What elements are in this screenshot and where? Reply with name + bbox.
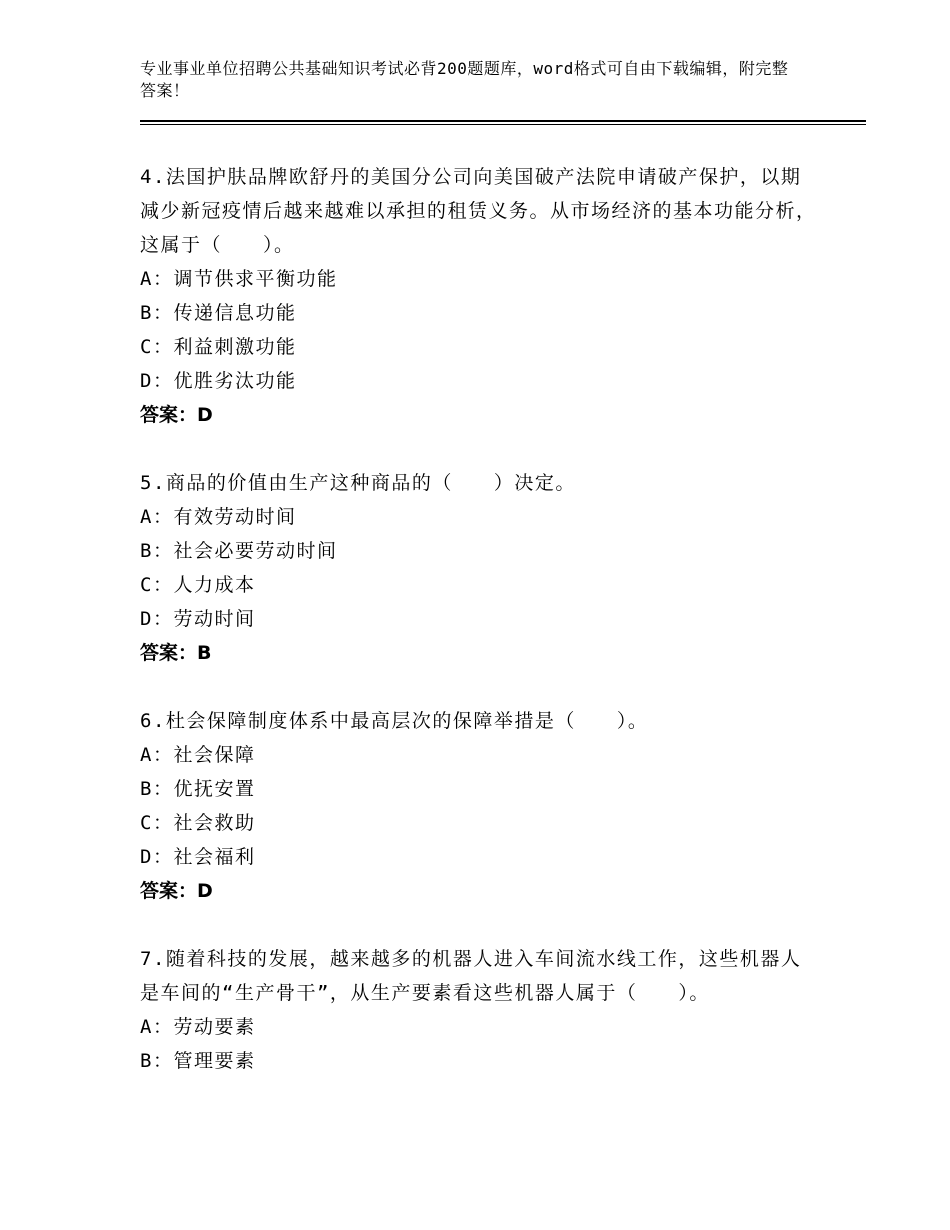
question-7 bbox=[140, 942, 820, 1078]
question-stem: 7.随着科技的发展，越来越多的机器人进入车间流水线工作，这些机器人是车间的“生产骨干”，从生产要素看这些机器人属于（ ）。 bbox=[140, 948, 802, 1004]
option-d: D：社会福利 bbox=[140, 846, 256, 868]
question-list bbox=[140, 160, 820, 1112]
option-a: A：调节供求平衡功能 bbox=[140, 268, 338, 290]
option-c: C：社会救助 bbox=[140, 812, 256, 834]
question-stem: 4.法国护肤品牌欧舒丹的美国分公司向美国破产法院申请破产保护，以期减少新冠疫情后越来越难以承担的租赁义务。从市场经济的基本功能分析，这属于（ ）。 bbox=[140, 166, 817, 256]
option-b: B：社会必要劳动时间 bbox=[140, 540, 338, 562]
header-divider bbox=[140, 120, 866, 125]
option-d: D：优胜劣汰功能 bbox=[140, 370, 297, 392]
question-stem: 5.商品的价值由生产这种商品的（ ）决定。 bbox=[140, 472, 576, 494]
option-a: A：有效劳动时间 bbox=[140, 506, 297, 528]
option-b: B：传递信息功能 bbox=[140, 302, 297, 324]
answer: 答案：D bbox=[140, 404, 213, 426]
option-a: A：劳动要素 bbox=[140, 1016, 256, 1038]
question-stem: 6.杜会保障制度体系中最高层次的保障举措是（ ）。 bbox=[140, 710, 649, 732]
question-5 bbox=[140, 466, 820, 670]
option-b: B：管理要素 bbox=[140, 1050, 256, 1072]
option-a: A：社会保障 bbox=[140, 744, 256, 766]
answer: 答案：B bbox=[140, 642, 212, 664]
option-c: C：利益刺激功能 bbox=[140, 336, 297, 358]
option-c: C：人力成本 bbox=[140, 574, 256, 596]
option-d: D：劳动时间 bbox=[140, 608, 256, 630]
question-4 bbox=[140, 160, 820, 432]
question-6 bbox=[140, 704, 820, 908]
answer: 答案：D bbox=[140, 880, 213, 902]
document-header: 专业事业单位招聘公共基础知识考试必背200题题库，word格式可自由下载编辑，附完整答案！ bbox=[140, 59, 789, 100]
option-b: B：优抚安置 bbox=[140, 778, 256, 800]
